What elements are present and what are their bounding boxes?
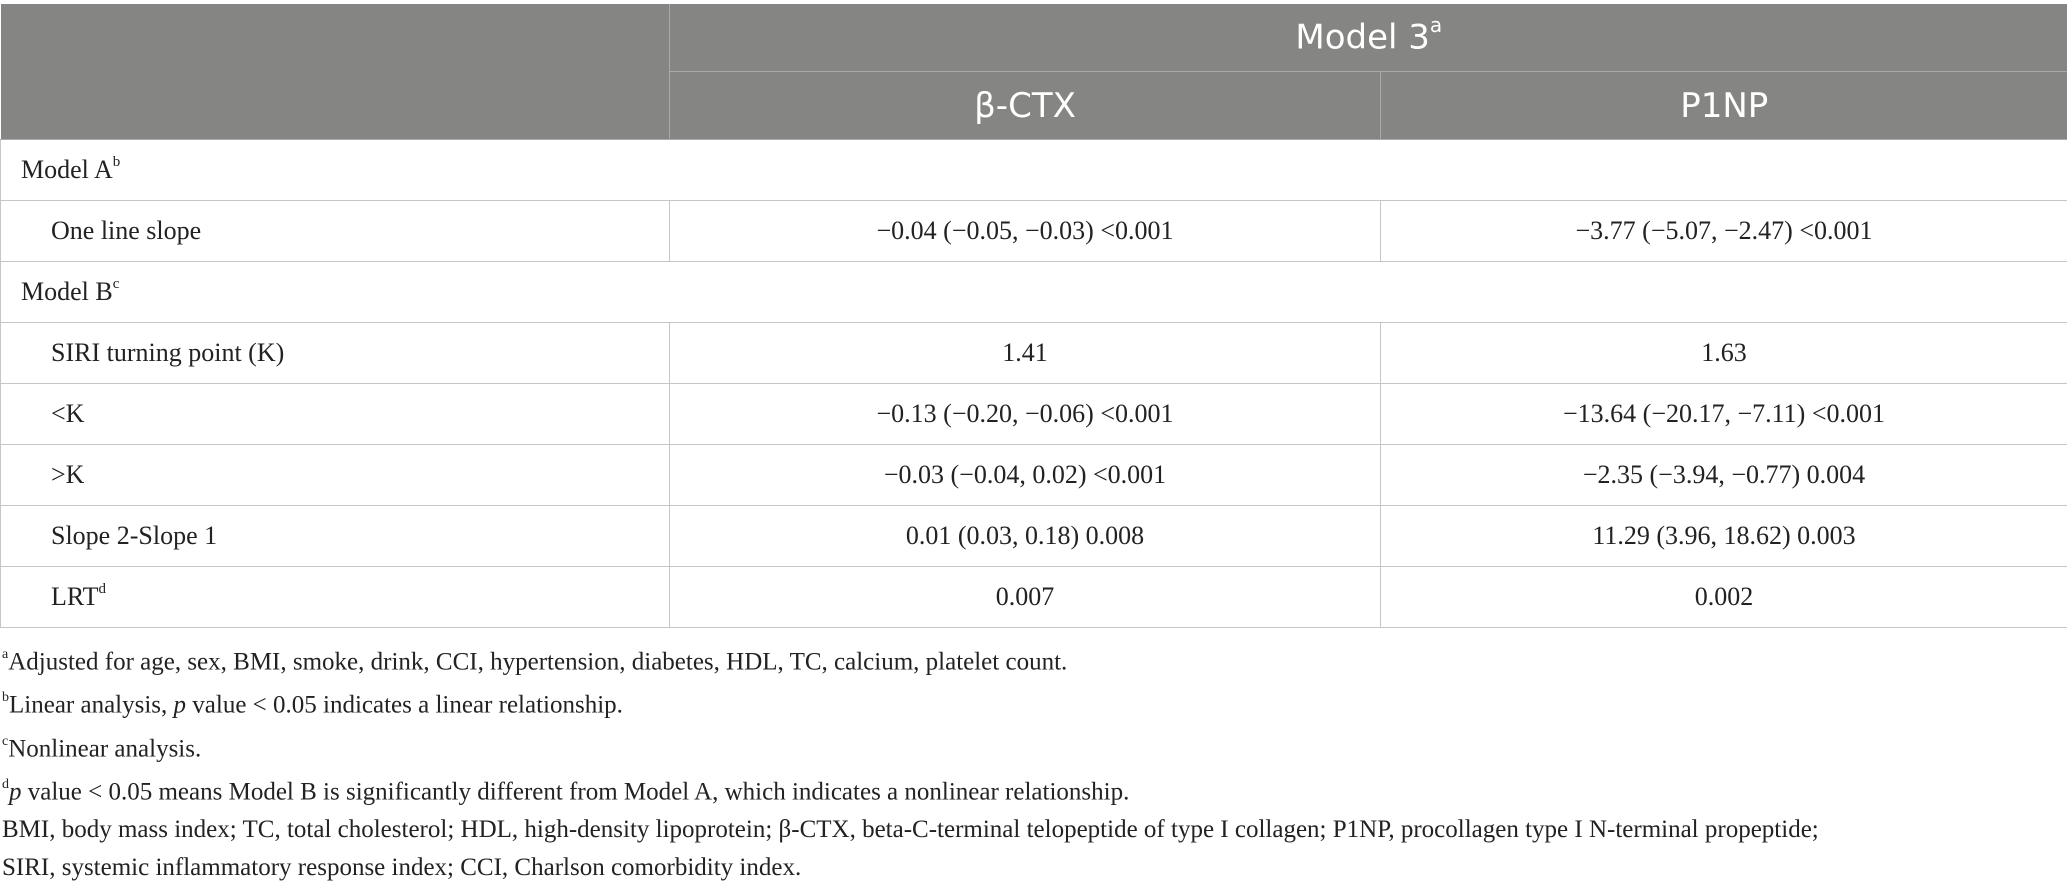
row-label: SIRI turning point (K) xyxy=(1,323,670,384)
row-label: LRT xyxy=(51,582,99,611)
section-title: Model B xyxy=(21,277,113,306)
footnote-text-pre: Linear analysis, xyxy=(9,692,174,719)
abbreviations-line-1: BMI, body mass index; TC, total cholesterol; HDL, high-density lipoprotein; β-CTX, beta-C-terminal telopeptide of type I collagen; P1NP, procollagen type I N-terminal propeptide; xyxy=(2,811,2067,849)
abbreviations-line-2: SIRI, systemic inflammatory response index; CCI, Charlson comorbidity index. xyxy=(2,849,2067,887)
cell-p1np: 1.63 xyxy=(1381,323,2067,384)
header-col-bctx: β-CTX xyxy=(670,72,1381,140)
header-group-model3 xyxy=(670,4,2067,72)
table-row xyxy=(1,384,2067,445)
section-title-cell xyxy=(1,140,2067,201)
cell-bctx: 0.01 (0.03, 0.18) 0.008 xyxy=(670,506,1381,567)
cell-bctx: −0.04 (−0.05, −0.03) <0.001 xyxy=(670,201,1381,262)
row-label: One line slope xyxy=(1,201,670,262)
section-row-model-a xyxy=(1,140,2067,201)
footnote-mark: b xyxy=(2,690,9,705)
table-header xyxy=(1,4,2067,140)
table-row xyxy=(1,445,2067,506)
section-title: Model A xyxy=(21,155,113,184)
row-label: Slope 2-Slope 1 xyxy=(1,506,670,567)
table-body xyxy=(1,140,2067,628)
header-col-p1np: P1NP xyxy=(1381,72,2067,140)
cell-bctx: 1.41 xyxy=(670,323,1381,384)
footnote-d xyxy=(2,768,2067,811)
row-mark: d xyxy=(99,581,107,597)
results-table-container xyxy=(0,4,2067,887)
footnote-text: Nonlinear analysis. xyxy=(8,735,201,762)
row-label: <K xyxy=(1,384,670,445)
results-table xyxy=(0,4,2067,628)
footnote-p-italic: p xyxy=(174,692,187,719)
table-row xyxy=(1,201,2067,262)
footnote-text-post: value < 0.05 means Model B is significantly different from Model A, which indicates a nonlinear relationship. xyxy=(22,778,1130,805)
footnote-c xyxy=(2,725,2067,768)
section-title-cell xyxy=(1,262,2067,323)
header-corner-cell xyxy=(1,4,670,140)
cell-p1np: −3.77 (−5.07, −2.47) <0.001 xyxy=(1381,201,2067,262)
header-group-label: Model 3 xyxy=(1295,18,1430,58)
footnote-text-post: value < 0.05 indicates a linear relationship. xyxy=(186,692,623,719)
row-label-cell xyxy=(1,567,670,628)
header-group-mark: a xyxy=(1430,13,1442,37)
row-label: >K xyxy=(1,445,670,506)
footnote-mark: d xyxy=(2,777,9,792)
table-row xyxy=(1,567,2067,628)
footnote-b xyxy=(2,681,2067,724)
table-footnotes xyxy=(0,638,2067,887)
footnote-p-italic: p xyxy=(9,778,22,805)
cell-bctx: −0.03 (−0.04, 0.02) <0.001 xyxy=(670,445,1381,506)
cell-p1np: 11.29 (3.96, 18.62) 0.003 xyxy=(1381,506,2067,567)
footnote-mark: a xyxy=(2,647,8,662)
section-mark: c xyxy=(113,276,120,292)
section-row-model-b xyxy=(1,262,2067,323)
table-row xyxy=(1,323,2067,384)
cell-bctx: 0.007 xyxy=(670,567,1381,628)
cell-p1np: −13.64 (−20.17, −7.11) <0.001 xyxy=(1381,384,2067,445)
cell-p1np: 0.002 xyxy=(1381,567,2067,628)
section-mark: b xyxy=(113,154,121,170)
cell-p1np: −2.35 (−3.94, −0.77) 0.004 xyxy=(1381,445,2067,506)
cell-bctx: −0.13 (−0.20, −0.06) <0.001 xyxy=(670,384,1381,445)
footnote-mark: c xyxy=(2,734,8,749)
table-row xyxy=(1,506,2067,567)
footnote-a xyxy=(2,638,2067,681)
footnote-text: Adjusted for age, sex, BMI, smoke, drink, CCI, hypertension, diabetes, HDL, TC, calcium, platelet count. xyxy=(8,648,1067,675)
